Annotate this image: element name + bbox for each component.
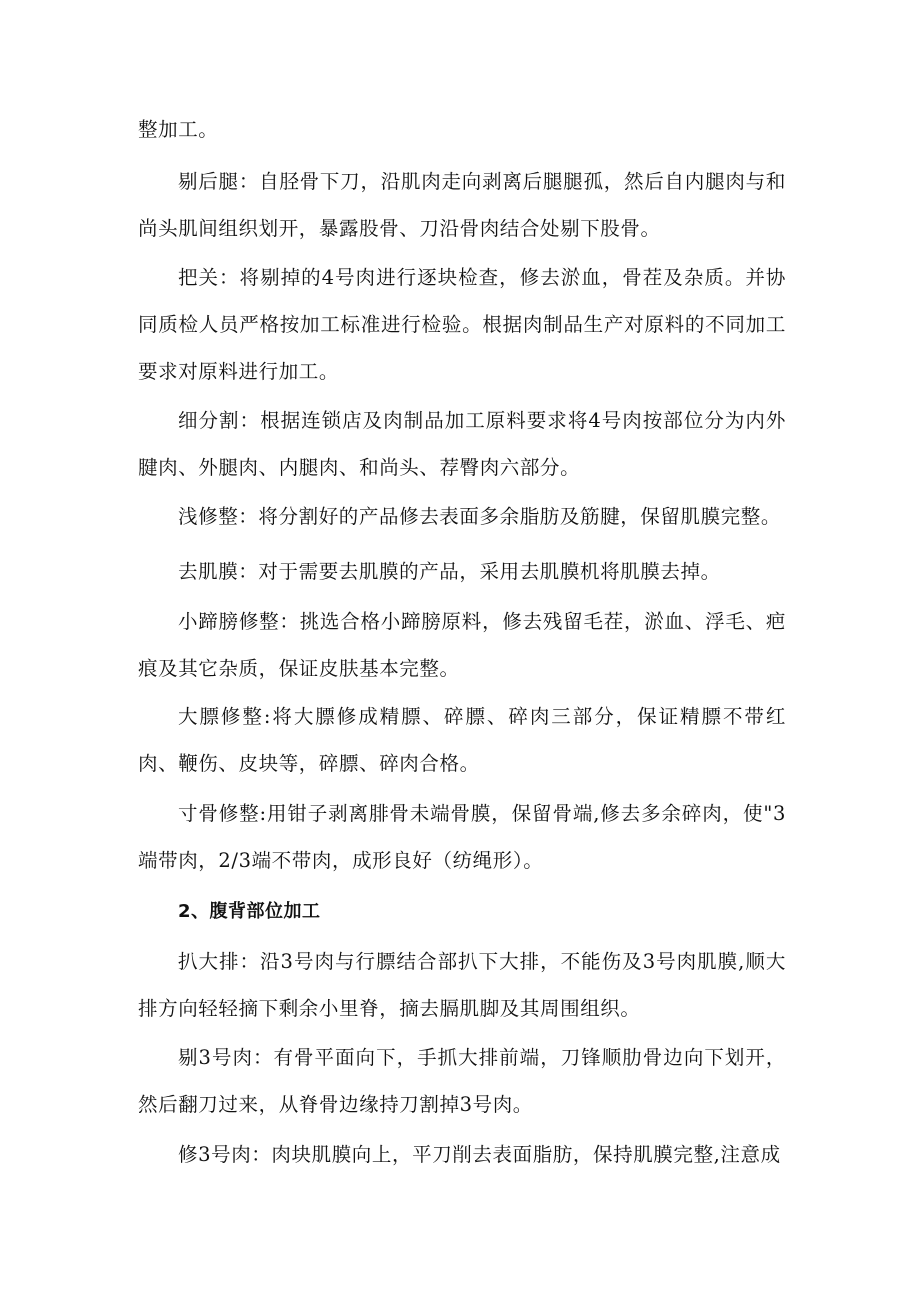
paragraph-light-trimming: 浅修整：将分割好的产品修去表面多余脂肪及筋腱，保留肌膜完整。	[178, 505, 782, 528]
paragraph-small-hock-trimming: 小蹄膀修整：挑选合格小蹄膀原料，修去残留毛茬，淤血、浮毛、疤痕及其它杂质，保证皮肤基本完整。	[138, 610, 786, 680]
paragraph-rear-leg-deboning: 剔后腿：自胫骨下刀，沿肌肉走向剥离后腿腿孤，然后自内腿肉与和尚头肌间组织划开，暴露股骨、刀沿骨肉结合处剔下股骨。	[138, 170, 786, 240]
paragraph-cut-3-trimming: 修3号肉：肉块肌膜向上，平刀削去表面脂肪，保持肌膜完整,注意成	[178, 1143, 781, 1166]
section-heading: 2、腹背部位加工	[178, 901, 321, 922]
continuation-text: 整加工。	[138, 118, 219, 141]
paragraph-loin-removal: 扒大排：沿3号肉与行膘结合部扒下大排，不能伤及3号肉肌膜,顺大排方向轻轻摘下剩余小里脊，摘去膈肌脚及其周围组织。	[138, 950, 786, 1020]
paragraph-cut-3-deboning: 剔3号肉：有骨平面向下，手抓大排前端，刀锋顺肋骨边向下划开，然后翻刀过来，从脊骨边缘持刀割掉3号肉。	[138, 1046, 786, 1116]
paragraph-bone-trimming: 寸骨修整:用钳子剥离腓骨未端骨膜，保留骨端,修去多余碎肉，使"3端带肉，2/3端不带肉，成形良好（纺绳形）。	[138, 802, 786, 872]
paragraph-inspection: 把关：将剔掉的4号肉进行逐块检查，修去淤血，骨茬及杂质。并协同质检人员严格按加工标准进行检验。根据肉制品生产对原料的不同加工要求对原料进行加工。	[138, 266, 786, 383]
paragraph-membrane-removal: 去肌膜：对于需要去肌膜的产品，采用去肌膜机将肌膜去掉。	[178, 560, 721, 583]
paragraph-fat-trimming: 大膘修整:将大膘修成精膘、碎膘、碎肉三部分，保证精膘不带红肉、鞭伤、皮块等，碎膘、碎肉合格。	[138, 705, 786, 775]
paragraph-fine-cutting: 细分割：根据连锁店及肉制品加工原料要求将4号肉按部位分为内外腱肉、外腿肉、内腿肉、和尚头、荐臀肉六部分。	[138, 409, 786, 479]
